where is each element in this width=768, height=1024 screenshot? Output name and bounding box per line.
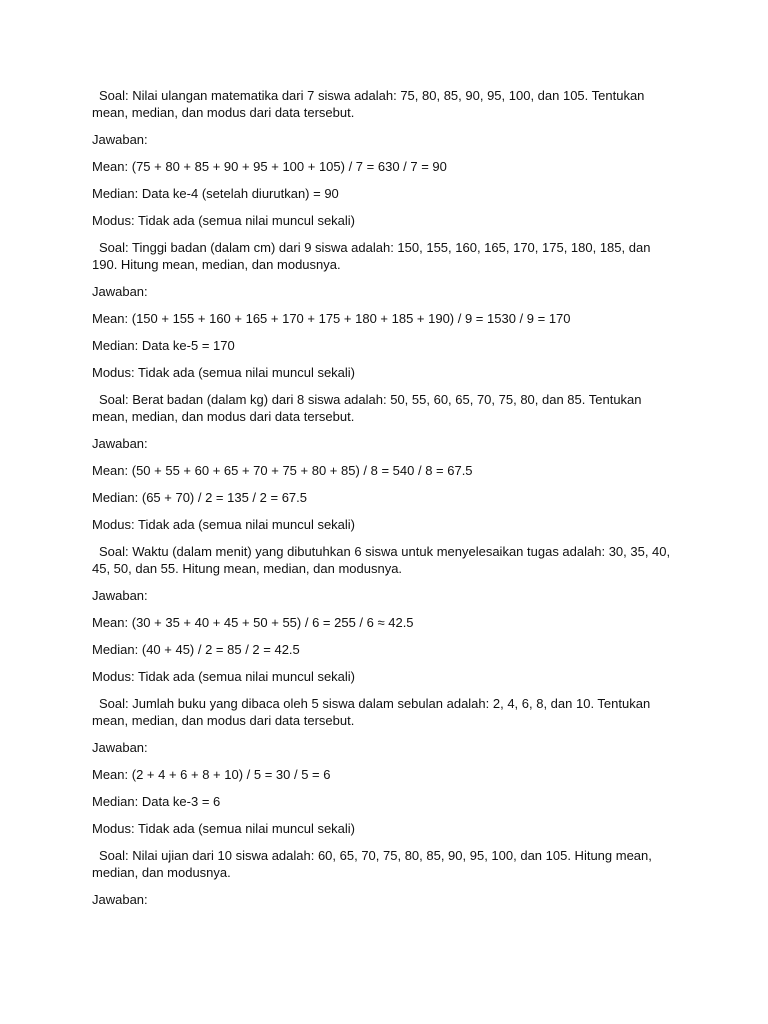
mode-3: Modus: Tidak ada (semua nilai muncul sekali) xyxy=(92,517,356,532)
question-5: Soal: Jumlah buku yang dibaca oleh 5 siswa dalam sebulan adalah: 2, 4, 6, 8, dan 10. Tentukan mean, median, dan modus dari data tersebut. xyxy=(92,696,651,728)
mean-3: Mean: (50 + 55 + 60 + 65 + 70 + 75 + 80 + 85) / 8 = 540 / 8 = 67.5 xyxy=(92,463,473,478)
mode-1: Modus: Tidak ada (semua nilai muncul sekali) xyxy=(92,213,356,228)
mean-5: Mean: (2 + 4 + 6 + 8 + 10) / 5 = 30 / 5 = 6 xyxy=(92,767,331,782)
median-4: Median: (40 + 45) / 2 = 85 / 2 = 42.5 xyxy=(92,642,300,657)
median-5: Median: Data ke-3 = 6 xyxy=(92,794,221,809)
answer-label-6: Jawaban: xyxy=(92,892,148,907)
answer-label-5: Jawaban: xyxy=(92,740,148,755)
answer-label-3: Jawaban: xyxy=(92,436,148,451)
question-6: Soal: Nilai ujian dari 10 siswa adalah: 60, 65, 70, 75, 80, 85, 90, 95, 100, dan 105. Hitung mean, median, dan modusnya. xyxy=(92,848,652,880)
median-3: Median: (65 + 70) / 2 = 135 / 2 = 67.5 xyxy=(92,490,308,505)
mean-4: Mean: (30 + 35 + 40 + 45 + 50 + 55) / 6 = 255 / 6 ≈ 42.5 xyxy=(92,615,414,630)
question-2: Soal: Tinggi badan (dalam cm) dari 9 siswa adalah: 150, 155, 160, 165, 170, 175, 180, 185, dan 190. Hitung mean, median, dan modusnya. xyxy=(92,240,651,272)
mode-5: Modus: Tidak ada (semua nilai muncul sekali) xyxy=(92,821,356,836)
question-1: Soal: Nilai ulangan matematika dari 7 siswa adalah: 75, 80, 85, 90, 95, 100, dan 105. Tentukan mean, median, dan modus dari data tersebut. xyxy=(92,88,645,120)
median-1: Median: Data ke-4 (setelah diurutkan) = 90 xyxy=(92,186,339,201)
mode-2: Modus: Tidak ada (semua nilai muncul sekali) xyxy=(92,365,356,380)
answer-label-4: Jawaban: xyxy=(92,588,148,603)
mean-1: Mean: (75 + 80 + 85 + 90 + 95 + 100 + 105) / 7 = 630 / 7 = 90 xyxy=(92,159,447,174)
answer-label-1: Jawaban: xyxy=(92,132,148,147)
mean-2: Mean: (150 + 155 + 160 + 165 + 170 + 175 + 180 + 185 + 190) / 9 = 1530 / 9 = 170 xyxy=(92,311,571,326)
mode-4: Modus: Tidak ada (semua nilai muncul sekali) xyxy=(92,669,356,684)
answer-label-2: Jawaban: xyxy=(92,284,148,299)
question-4: Soal: Waktu (dalam menit) yang dibutuhkan 6 siswa untuk menyelesaikan tugas adalah: 30, 35, 40, 45, 50, dan 55. Hitung mean, median, dan modusnya. xyxy=(92,544,671,576)
median-2: Median: Data ke-5 = 170 xyxy=(92,338,235,353)
question-3: Soal: Berat badan (dalam kg) dari 8 siswa adalah: 50, 55, 60, 65, 70, 75, 80, dan 85. Tentukan mean, median, dan modus dari data tersebut. xyxy=(92,392,642,424)
